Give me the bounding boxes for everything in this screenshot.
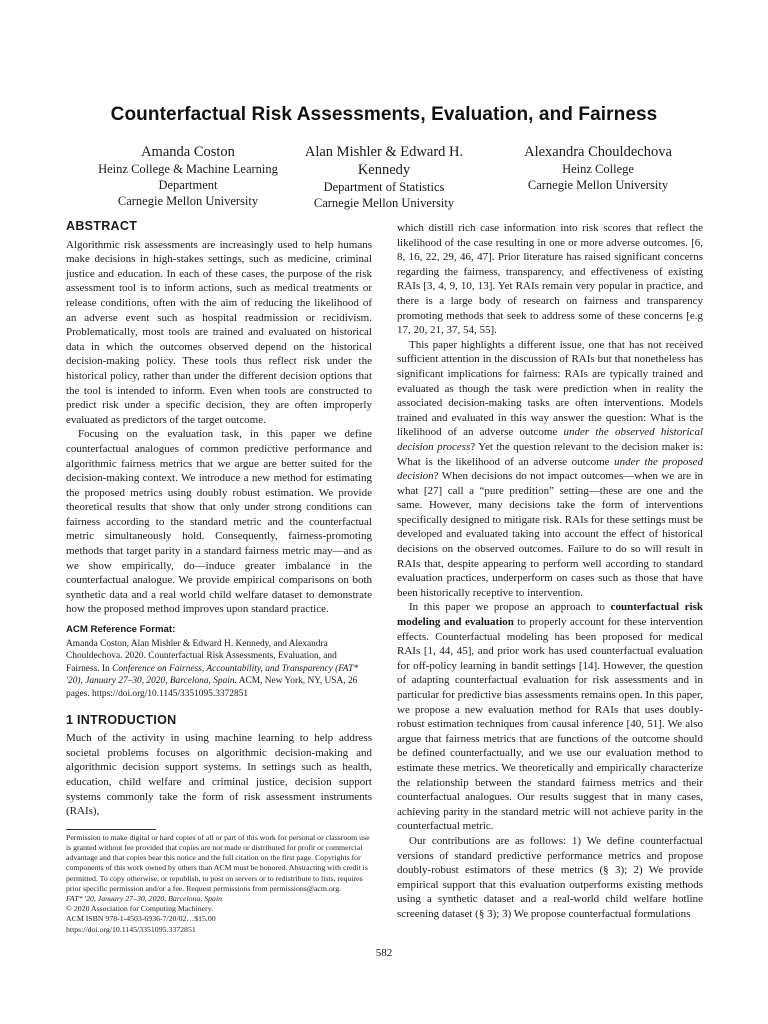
intro-paragraph-3	[397, 600, 703, 834]
left-column	[66, 219, 372, 935]
footnote-conference: FAT* '20, January 27–30, 2020, Barcelona, Spain	[66, 893, 223, 903]
footnote-permission: Permission to make digital or hard copies of all or part of this work for personal or classroom use is granted without fee provided that copies are not made or distributed for profit or commercial advantage and that copies bear this notice and the full citation on the first page. Copyrights for components of this work owned by others than ACM must be honored. Abstracting with credit is permitted. To copy otherwise, or republish, to post on servers or to redistribute to lists, requires prior specific permission and/or a fee. Request permissions from permissions@acm.org.	[66, 832, 370, 893]
abstract-heading: ABSTRACT	[66, 219, 138, 233]
right-column	[397, 221, 703, 922]
permission-footnote	[66, 833, 372, 935]
acm-ref-venue: Conference on Fairness, Accountability, and Transparency (FAT* '20), January 27–30, 2020, Barcelona, Spain.	[66, 663, 359, 687]
author-name: Alan Mishler & Edward H. Kennedy	[304, 144, 464, 178]
author-affiliation: Heinz College	[562, 162, 634, 176]
intro-continued-paragraph: which distill rich case information into risk scores that reflect the likelihood of the case resulting in one or more adverse outcomes. [6, 8, 16, 22, 29, 46, 47]. Prior literature has raised significant concerns regarding the fairness, transparency, and effectiveness of existing RAIs [3, 4, 9, 10, 13]. Yet RAIs remain very popular in practice, and there is a large body of research on fairness and transparency promoting methods that seek to address some of these concerns [e.g 17, 20, 21, 37, 54, 55].	[397, 222, 703, 337]
author-affiliation: Carnegie Mellon University	[527, 178, 669, 192]
acm-reference-heading: ACM Reference Format:	[66, 624, 176, 636]
text-run: This paper highlights a different issue, one that has not received sufficient attention in the discussion of RAIs but that nonetheless has significant implications for fairness: RAIs are typically trained and evaluated as though the task were prediction when in reality the associated decision-making tasks are often interventions. Models trained and evaluated in this way answer the question: What is the likelihood of an adverse outcome	[397, 338, 703, 439]
emphasis-run: under the observed historical decision process	[397, 426, 703, 453]
acm-ref-publisher: ACM, New York, NY, USA, 26 pages. https://doi.org/10.1145/3351095.3372851	[66, 676, 358, 699]
footnote-divider	[66, 829, 156, 830]
intro-paragraph-2	[397, 338, 703, 601]
author-affiliation: Department	[158, 178, 218, 192]
intro-paragraph-4: Our contributions are as follows: 1) We define counterfactual versions of standard predictive performance metrics and propose doubly-robust estimators of these metrics (§ 3); 2) We provide empirical support that this evaluation outperforms existing methods using a synthetic dataset and a real-world child welfare hotline screening dataset (§ 3); 3) We propose counterfactual formulations	[397, 834, 703, 920]
emphasis-run: under the proposed decision	[397, 455, 704, 483]
acm-reference-text	[66, 638, 372, 701]
paper-title: Counterfactual Risk Assessments, Evaluation, and Fairness	[110, 104, 658, 125]
footnote-isbn: ACM ISBN 978-1-4503-6936-7/20/02…$15.00	[66, 914, 216, 924]
author-name: Alexandra Chouldechova	[524, 144, 672, 160]
abstract-paragraph-2: Focusing on the evaluation task, in this paper we define counterfactual analogues of common predictive performance and algorithmic fairness metrics that we argue are better suited for the decision-making context. We introduce a new method for estimating the proposed metrics using doubly robust estimation. We provide theoretical results that show that only under strong conditions can fairness according to the standard metric and the counterfactual metric simultaneously hold. Consequently, fairness-promoting methods that target parity in a standard fairness metric may—and as we show empirically, do—induce greater imbalance in the counterfactual analogue. We provide empirical comparisons on both synthetic data and a real world child welfare dataset to demonstrate how the proposed method improves upon standard practice.	[66, 428, 372, 616]
author-affiliation: Department of Statistics	[323, 180, 445, 194]
page-number: 582	[375, 947, 393, 959]
text-run: to properly account for these intervention effects. Counterfactual modeling has been proposed for medical RAIs [1, 44, 45], and prior work has used counterfactual evaluation for off-policy learning in bandit settings [14]. However, the question of adapting counterfactual evaluation for risk assessments and in particular for predictive bias assessments remains open. In this paper, we propose a new evaluation method for RAIs that uses doubly-robust estimation techniques from causal inference [40, 51]. We also argue that fairness metrics that are functions of the outcome should be defined counterfactually, and we use our evaluation method to estimate these metrics. We theoretically and empirically characterize the relationship between the standard fairness metrics and their counterfactual analogues. Our results suggest that in many cases, achieving parity in the standard metric will not achieve parity in the counterfactual metric.	[397, 616, 703, 833]
author-name: Amanda Coston	[141, 144, 235, 160]
bold-run: counterfactual risk modeling and evaluation	[397, 601, 704, 629]
author-block-coston	[68, 143, 308, 209]
abstract-paragraph-1: Algorithmic risk assessments are increasingly used to help humans make decisions in high-stakes settings, such as medicine, criminal justice and education. In each of these cases, the purpose of the risk assessment tool is to inform actions, such as medical treatments or release conditions, often with the aim of reducing the likelihood of an adverse event such as hospital readmission or recidivism. Problematically, most tools are trained and evaluated on historical data in which the outcomes observed depend on the historical decision-making policy. These tools thus reflect risk under the historical policy, rather than under the different decision options that the tool is intended to inform. Even when tools are constructed to predict risk under a specific decision, they are often improperly evaluated as predictors of the target outcome.	[66, 238, 372, 426]
text-run: ? Yet the question relevant to the decision maker is: What is the likelihood of an adverse outcome	[397, 440, 703, 468]
author-block-chouldechova	[478, 143, 718, 193]
acm-ref-authors: Amanda Coston, Alan Mishler & Edward H. Kennedy, and Alexandra Chouldechova. 2020. Counterfactual Risk Assessments, Evaluation, and Fairness. In	[66, 638, 337, 674]
author-affiliation: Carnegie Mellon University	[117, 194, 259, 208]
text-run: ? When decisions do not impact outcomes—when we are in what [27] call a “pure predition” setting—these are one and the same. However, many decisions take the form of interventions specifically designed to mitigate risk. RAIs for these settings must be developed and evaluated taking into account the effect of historical decisions on the observed outcomes. Failure to do so will result in RAIs that, despite appearing to perform well according to standard evaluation practices, underperform on cases such as those that have been historically receptive to intervention.	[397, 470, 703, 599]
footnote-doi: https://doi.org/10.1145/3351095.3372851	[66, 924, 196, 934]
footnote-copyright: © 2020 Association for Computing Machinery.	[66, 904, 214, 914]
text-run: In this paper we propose an approach to	[409, 601, 611, 614]
author-block-mishler-kennedy	[284, 143, 484, 211]
introduction-heading: 1 INTRODUCTION	[66, 712, 177, 727]
author-affiliation: Heinz College & Machine Learning	[98, 162, 278, 176]
introduction-paragraph-1: Much of the activity in using machine learning to help address societal problems focuses on algorithmic decision-making and algorithmic decision support systems. In settings such as health, education, child welfare and criminal justice, decision support systems commonly take the form of risk assessment instruments (RAIs),	[66, 732, 372, 818]
author-affiliation: Carnegie Mellon University	[313, 196, 455, 210]
